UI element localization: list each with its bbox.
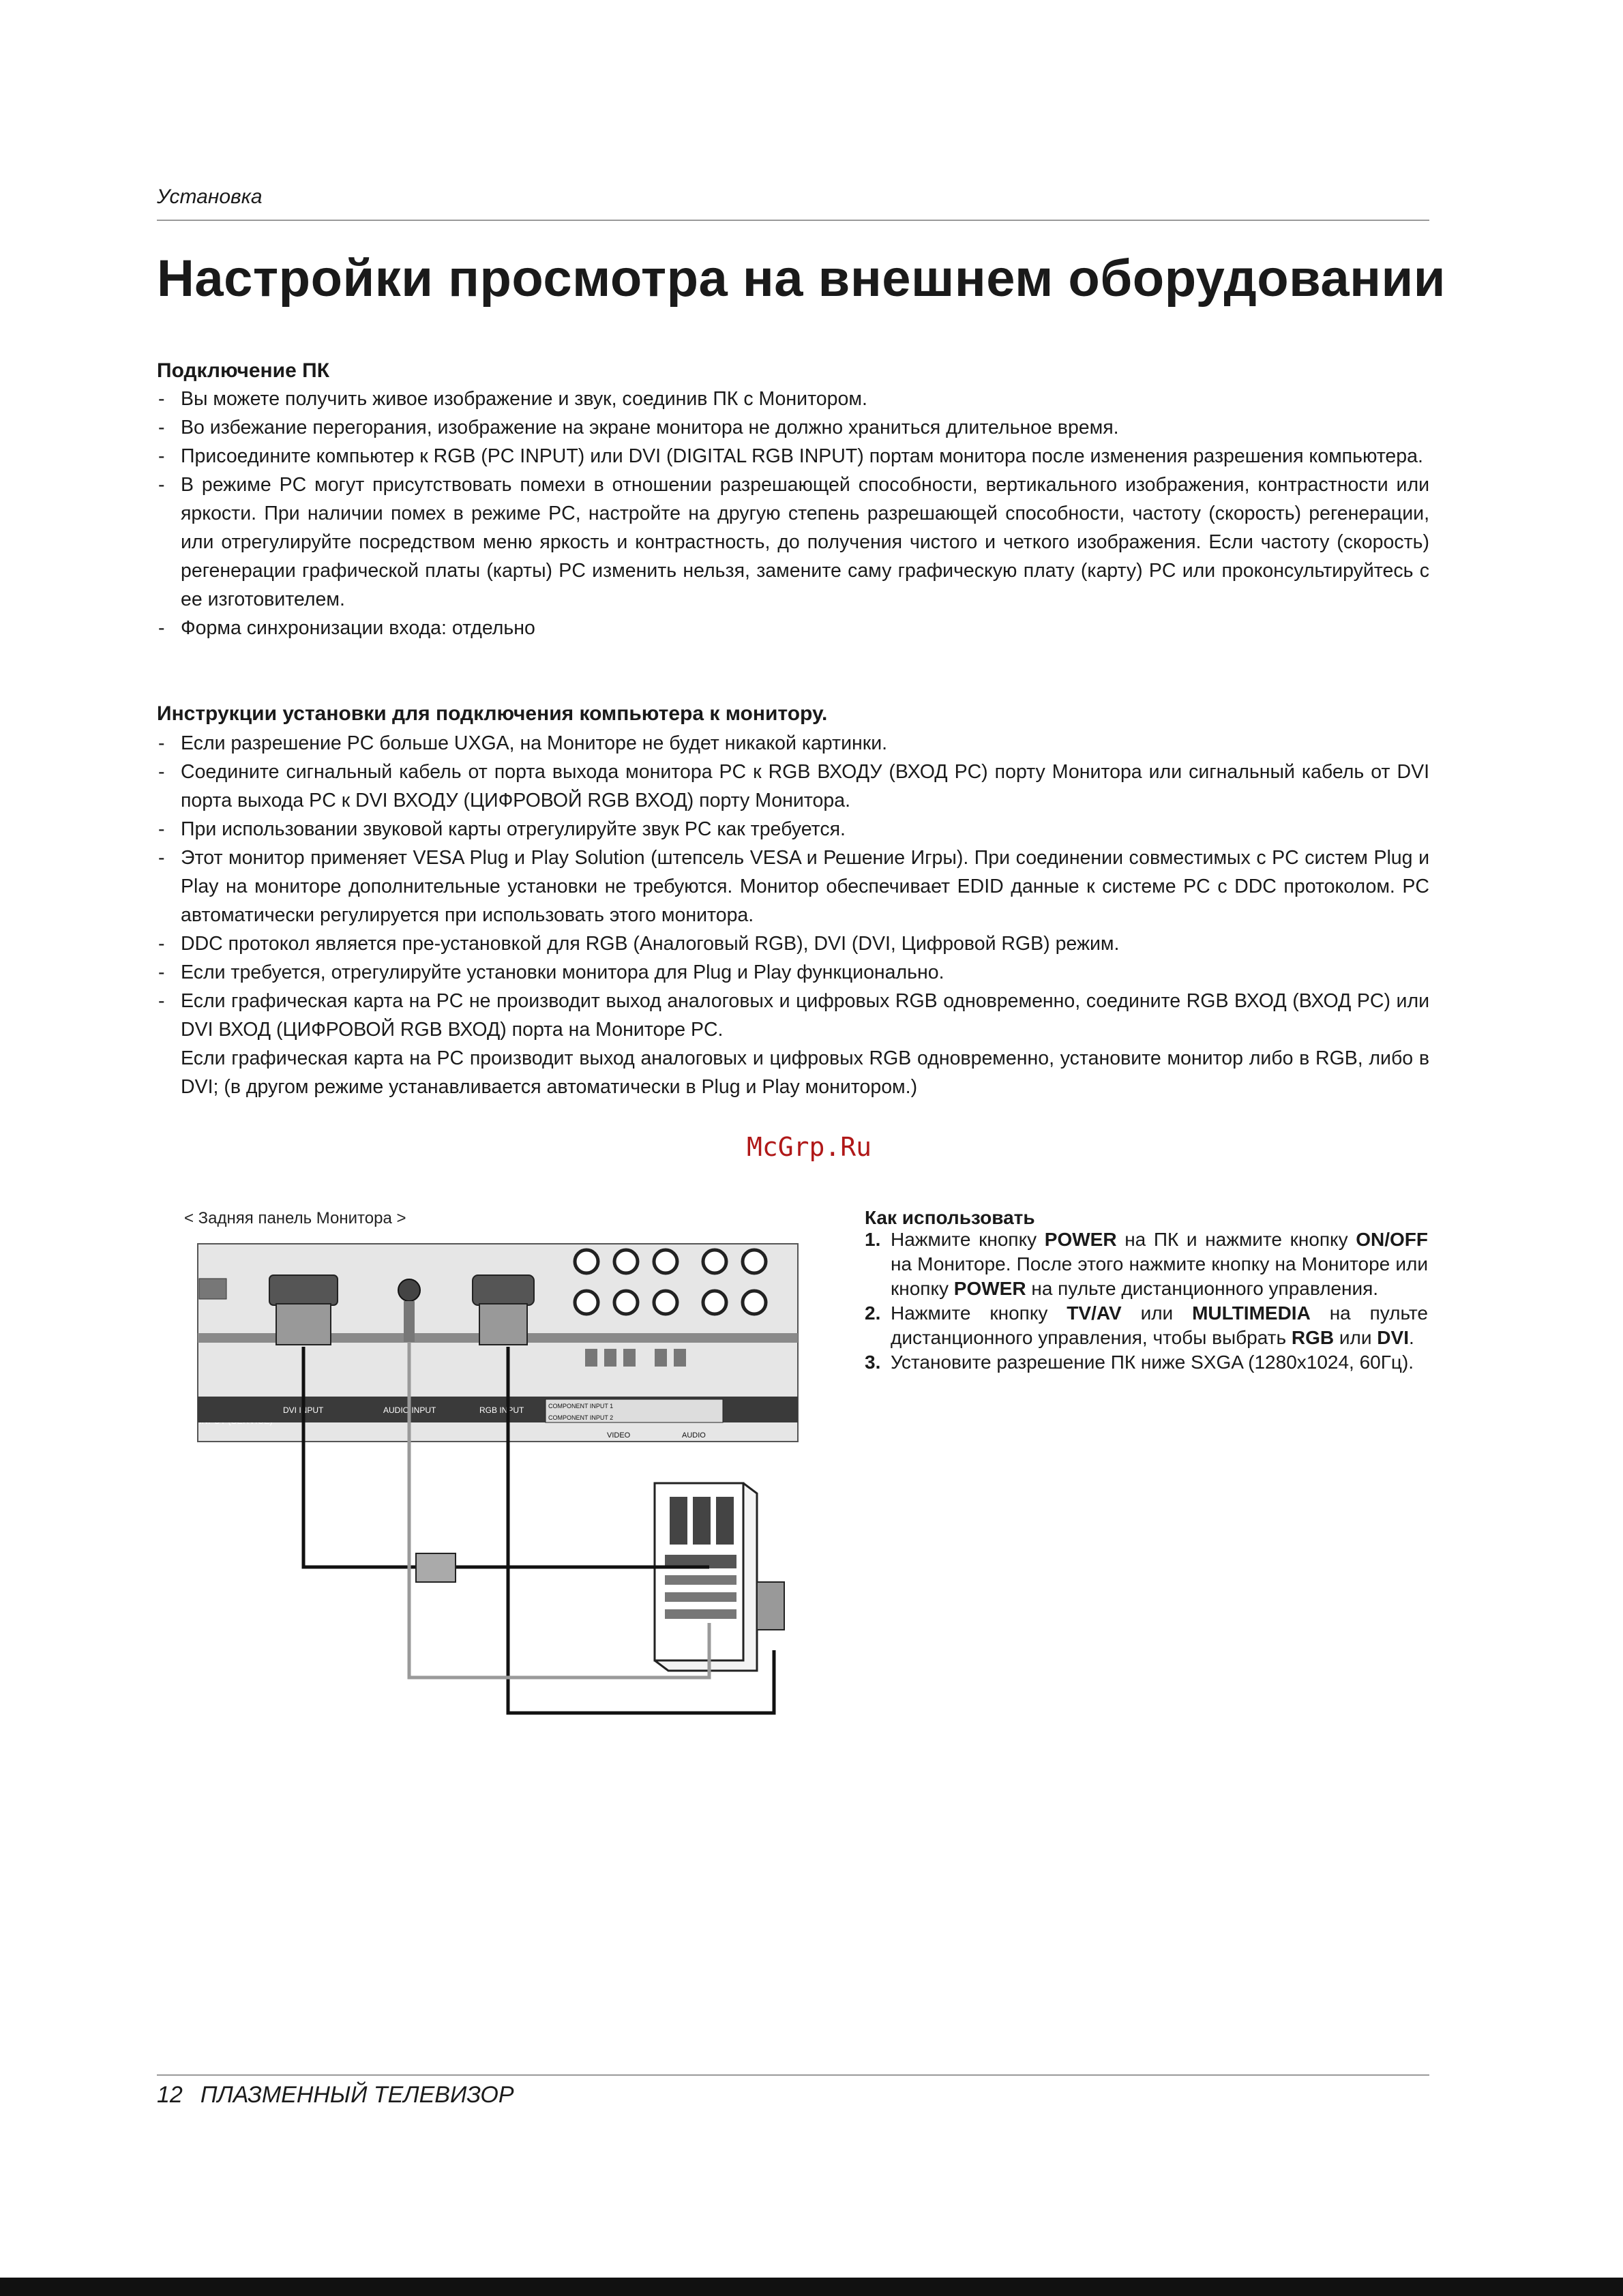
list-item-text: Если разрешение PC больше UXGA, на Мониторе не будет никакой картинки. <box>181 732 888 754</box>
list-item <box>157 815 1429 844</box>
dvi-adapter-icon <box>416 1553 456 1582</box>
pc-tower-icon <box>655 1483 757 1671</box>
list-item-text: Этот монитор применяет VESA Plug и Play Solution (штепсель VESA и Решение Игры). При соединении совместимых с PC систем Plug и Play на мониторе дополнительные установки не требуются. Монитор обеспечивает EDID данные к системе PC с DDC протоколом. PC автоматически регулируется при использовать этого монитора. <box>181 847 1429 926</box>
bullet-dash: - <box>158 474 165 496</box>
list-item-text: DDC протокол является пре-установкой для RGB (Аналоговый RGB), DVI (DVI, Цифровой RGB) режим. <box>181 933 1120 955</box>
step-text: Нажмите кнопку <box>891 1229 1045 1250</box>
video-label: VIDEO <box>607 1431 631 1440</box>
list-item-continuation: Если графическая карта на PC производит выход аналоговых и цифровых RGB одновременно, установите монитор либо в RGB, либо в DVI; (в другом режиме устанавливается автоматически в Plug и Play монитором.) <box>181 1047 1429 1098</box>
step-number: 2. <box>865 1302 881 1324</box>
list-item-text: Во избежание перегорания, изображение на экране монитора не должно храниться длительное время. <box>181 417 1119 438</box>
list-item-text: Если требуется, отрегулируйте установки монитора для Plug и Play функционально. <box>181 961 944 983</box>
step-text: на Мониторе. После этого нажмите кнопку на Мониторе или кнопку <box>891 1253 1428 1299</box>
how-to-heading: Как использовать <box>865 1207 1035 1228</box>
step-keyword: DVI <box>1377 1327 1409 1348</box>
audio-av-label: AUDIO <box>682 1431 706 1440</box>
rgb-connector-icon <box>479 1304 527 1345</box>
bullet-dash: - <box>158 847 165 869</box>
rgb-port-icon <box>473 1275 534 1305</box>
audio-port-icon <box>398 1279 420 1301</box>
how-to-steps <box>865 1227 1428 1375</box>
component2-label: COMPONENT INPUT 2 <box>548 1414 614 1421</box>
connection-diagram <box>136 1173 846 1739</box>
step-text: или <box>1334 1327 1378 1348</box>
bullet-dash: - <box>158 961 165 983</box>
step-text: Установите разрешение ПК ниже SXGA (1280x1024, 60Гц). <box>891 1352 1414 1373</box>
header-divider <box>157 220 1429 221</box>
footer-product: ПЛАЗМЕННЫЙ ТЕЛЕВИЗОР <box>200 2082 514 2108</box>
diagram-caption: < Задняя панель Монитора > <box>184 1209 406 1227</box>
bullet-dash: - <box>158 388 165 410</box>
pc-connection-heading: Подключение ПК <box>157 359 330 382</box>
step-keyword: RGB <box>1291 1327 1335 1348</box>
step-text: на пульте дистанционного управления, чтобы выбрать <box>891 1302 1428 1348</box>
list-item <box>157 958 1429 987</box>
watermark-text: McGrp.Ru <box>747 1132 872 1162</box>
bullet-dash: - <box>158 933 165 955</box>
page-number: 12 <box>157 2082 183 2108</box>
component1-label: COMPONENT INPUT 1 <box>548 1403 614 1410</box>
dvi-connector-icon <box>276 1304 331 1345</box>
how-to-step <box>865 1227 1428 1301</box>
list-item <box>157 614 1429 642</box>
list-item-text: Соедините сигнальный кабель от порта выхода монитора PC к RGB ВХОДУ (ВХОД PC) порту Монитора или сигнальный кабель от DVI порта выхода PC к DVI ВХОДУ (ЦИФРОВОЙ RGB ВХОД) порту Монитора. <box>181 761 1429 811</box>
how-to-step <box>865 1350 1428 1375</box>
install-instructions-heading: Инструкции установки для подключения компьютера к монитору. <box>157 702 828 725</box>
step-keyword: POWER <box>953 1278 1026 1299</box>
step-text: . <box>1408 1327 1414 1348</box>
list-item-text: Вы можете получить живое изображение и звук, соединив ПК с Монитором. <box>181 388 867 410</box>
list-item <box>157 844 1429 929</box>
bullet-dash: - <box>158 445 165 467</box>
bullet-dash: - <box>158 417 165 438</box>
list-item <box>157 471 1429 614</box>
bullet-dash: - <box>158 761 165 783</box>
dvi-input-label: DVI INPUT <box>283 1405 324 1415</box>
list-item-text: Форма синхронизации входа: отдельно <box>181 617 535 639</box>
install-instructions-list <box>157 729 1429 1101</box>
step-text: или <box>1121 1302 1193 1324</box>
list-item <box>157 442 1429 471</box>
step-number: 1. <box>865 1229 881 1250</box>
list-item-text: В режиме PC могут присутствовать помехи в отношении разрешающей способности, вертикального изображения, контрастности или яркости. При наличии помех в режиме PC, настройте на другую степень разрешающей способности, частоту (скорость) регенерации, или отрегулируйте посредством меню яркость и контрастность, до получения чистого и четкого изображения. Если частоту (скорость) регенерации графической платы (карты) PC изменить нельзя, замените саму графическую плату (карту) PC или проконсультируйтесь с ее изготовителем. <box>181 474 1429 610</box>
bullet-dash: - <box>158 990 165 1012</box>
rs232-port-icon <box>199 1279 226 1299</box>
rgb-plug-icon <box>757 1582 784 1630</box>
bullet-dash: - <box>158 732 165 754</box>
pc-connection-list <box>157 385 1429 642</box>
audio-input-label: AUDIO INPUT <box>383 1405 436 1415</box>
step-text: Нажмите кнопку <box>891 1302 1067 1324</box>
dvi-port-icon <box>269 1275 338 1305</box>
step-keyword: ON/OFF <box>1356 1229 1428 1250</box>
list-item-text: При использовании звуковой карты отрегулируйте звук PC как требуется. <box>181 818 846 840</box>
scan-edge-bar <box>0 2278 1623 2296</box>
step-number: 3. <box>865 1352 881 1373</box>
step-keyword: TV/AV <box>1067 1302 1122 1324</box>
page-footer <box>157 2082 514 2108</box>
page-title: Настройки просмотра на внешнем оборудовании <box>157 250 1446 308</box>
list-item <box>157 987 1429 1101</box>
list-item <box>157 413 1429 442</box>
rgb-input-label: RGB INPUT <box>479 1405 524 1415</box>
footer-divider <box>157 2074 1429 2076</box>
how-to-step <box>865 1301 1428 1350</box>
list-item <box>157 385 1429 413</box>
list-item <box>157 758 1429 815</box>
section-label: Установка <box>157 185 263 208</box>
step-keyword: POWER <box>1044 1229 1117 1250</box>
list-item-text: Присоедините компьютер к RGB (PC INPUT) или DVI (DIGITAL RGB INPUT) портам монитора после изменения разрешения компьютера. <box>181 445 1423 467</box>
list-item <box>157 929 1429 958</box>
step-text: на ПК и нажмите кнопку <box>1116 1229 1356 1250</box>
audio-plug-icon <box>404 1301 415 1342</box>
step-keyword: MULTIMEDIA <box>1192 1302 1311 1324</box>
bullet-dash: - <box>158 818 165 840</box>
list-item <box>157 729 1429 758</box>
step-text: на пульте дистанционного управления. <box>1026 1278 1379 1299</box>
bullet-dash: - <box>158 617 165 639</box>
list-item-text: Если графическая карта на PC не производит выход аналоговых и цифровых RGB одновременно, соедините RGB ВХОД (ВХОД PC) или DVI ВХОД (ЦИФРОВОЙ RGB ВХОД) порта на Мониторе PC. <box>181 990 1429 1041</box>
